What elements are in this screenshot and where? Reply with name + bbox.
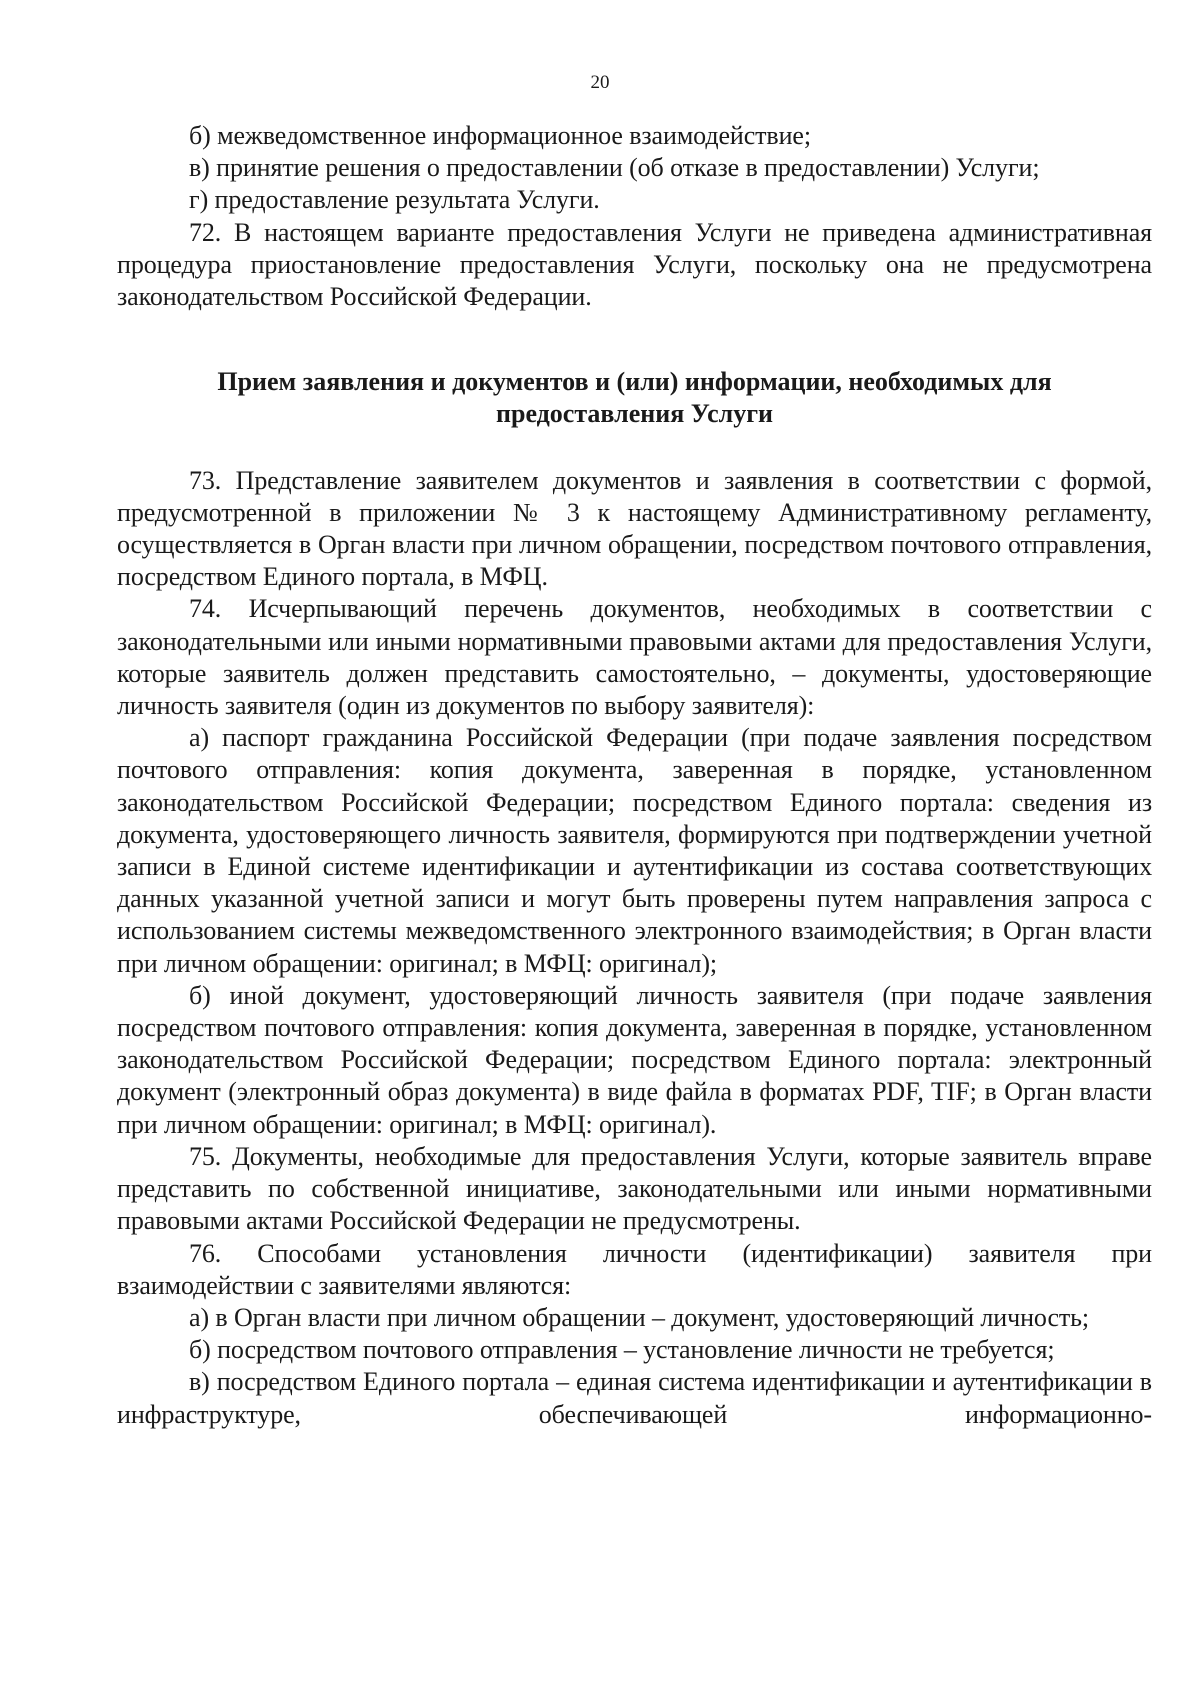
- paragraph-73: 73. Представление заявителем документов и заявления в соответствии с формой, предусмотренной в приложении № 3 к настоящему Административному регламенту, осуществляется в Орган власти при личном обращении, посредством почтового отправления, посредством Единого портала, в МФЦ.: [117, 465, 1152, 592]
- paragraph-76-v: в) посредством Единого портала – единая система идентификации и аутентификации в инфраструктуре, обеспечивающей информационно-: [117, 1367, 1152, 1429]
- paragraph-76-a: а) в Орган власти при личном обращении – документ, удостоверяющий личность;: [189, 1302, 1090, 1332]
- page-number: 20: [590, 72, 610, 93]
- paragraph-74-b: б) иной документ, удостоверяющий личность заявителя (при подаче заявления посредством почтового отправления: копия документа, заверенная в порядке, установленном законодательством Российской Федерации; посредством Единого портала: электронный документ (электронный образ документа) в виде файла в форматах PDF, TIF; в Орган власти при личном обращении: оригинал; в МФЦ: оригинал).: [117, 980, 1152, 1139]
- document-body: [117, 120, 1152, 1431]
- paragraph-76: 76. Способами установления личности (идентификации) заявителя при взаимодействии с заявителями являются:: [117, 1238, 1152, 1300]
- paragraph-75: 75. Документы, необходимые для предоставления Услуги, которые заявитель вправе представить по собственной инициативе, законодательными или иными нормативными правовыми актами Российской Федерации не предусмотрены.: [117, 1141, 1152, 1236]
- paragraph-item-v: в) принятие решения о предоставлении (об отказе в предоставлении) Услуги;: [189, 153, 1040, 183]
- section-heading: Прием заявления и документов и (или) информации, необходимых для предоставления Услуги: [217, 367, 1052, 429]
- paragraph-item-b: б) межведомственное информационное взаимодействие;: [189, 121, 811, 150]
- paragraph-72: 72. В настоящем варианте предоставления Услуги не приведена административная процедура приостановление предоставления Услуги, поскольку она не предусмотрена законодательством Российской Федерации.: [117, 217, 1152, 312]
- paragraph-74-a: а) паспорт гражданина Российской Федерации (при подаче заявления посредством почтового отправления: копия документа, заверенная в порядке, установленном законодательством Российской Федерации; посредством Единого портала: сведения из документа, удостоверяющего личность заявителя, формируются при подтверждении учетной записи в Единой системе идентификации и аутентификации из состава соответствующих данных указанной учетной записи и могут быть проверены путем направления запроса с использованием системы межведомственного электронного взаимодействия; в Орган власти при личном обращении: оригинал; в МФЦ: оригинал);: [117, 723, 1152, 978]
- paragraph-74: 74. Исчерпывающий перечень документов, необходимых в соответствии с законодательными или иными нормативными правовыми актами для предоставления Услуги, которые заявитель должен представить самостоятельно, – документы, удостоверяющие личность заявителя (один из документов по выбору заявителя):: [117, 594, 1152, 721]
- paragraph-item-g: г) предоставление результата Услуги.: [189, 185, 600, 215]
- paragraph-76-b: б) посредством почтового отправления – установление личности не требуется;: [189, 1335, 1055, 1365]
